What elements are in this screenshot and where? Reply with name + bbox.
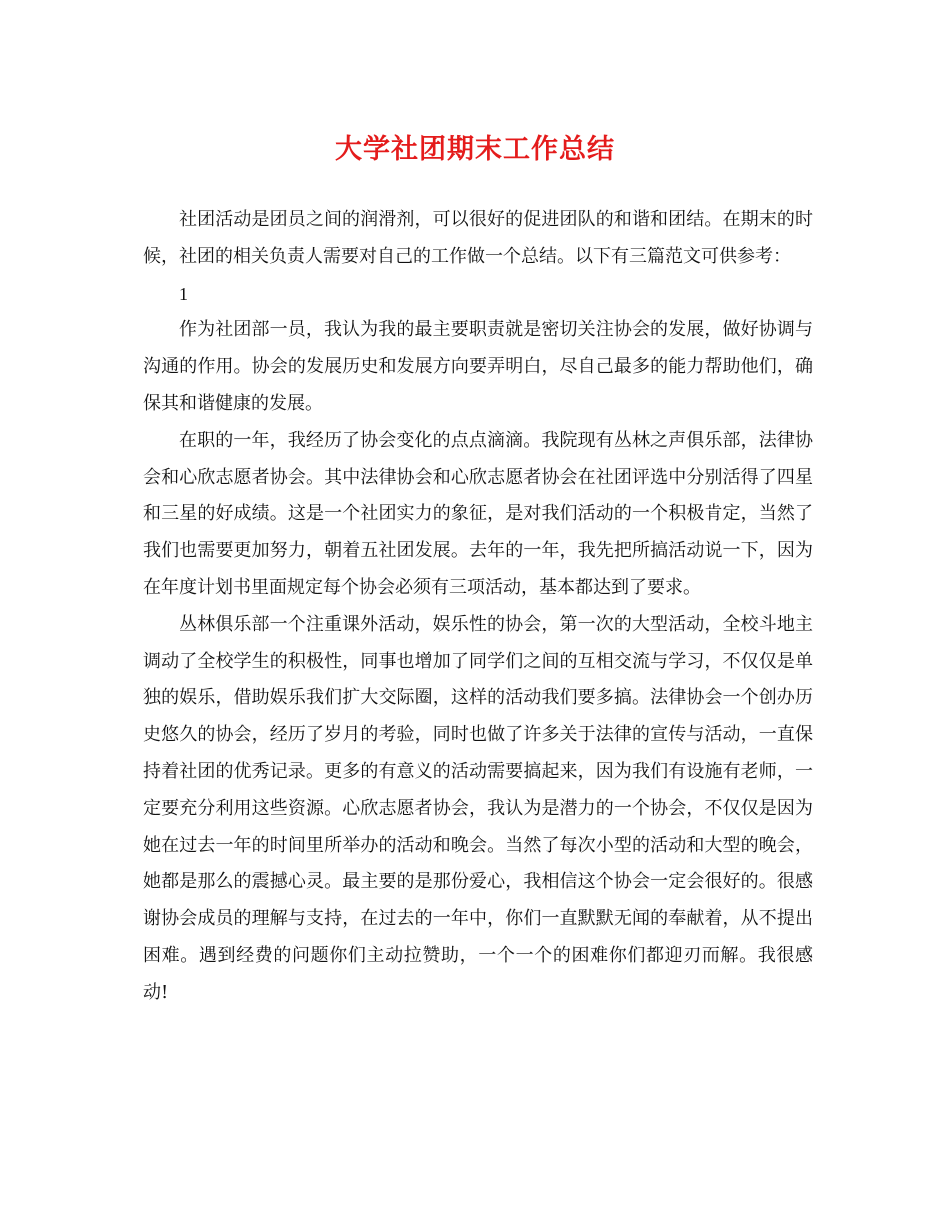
document-body [143, 202, 813, 1012]
section-number: 1 [179, 283, 188, 304]
paragraph-clubs: 丛林俱乐部一个注重课外活动，娱乐性的协会，第一次的大型活动，全校斗地主调动了全校学生的积极性，同事也增加了同学们之间的互相交流与学习，不仅仅是单独的娱乐，借助娱乐我们扩大交际圈，这样的活动我们要多搞。法律协会一个创办历史悠久的协会，经历了岁月的考验，同时也做了许多关于法律的宣传与活动，一直保持着社团的优秀记录。更多的有意义的活动需要搞起来，因为我们有设施有老师，一定要充分利用这些资源。心欣志愿者协会，我认为是潜力的一个协会，不仅仅是因为她在过去一年的时间里所举办的活动和晚会。当然了每次小型的活动和大型的晚会，她都是那么的震撼心灵。最主要的是那份爱心，我相信这个协会一定会很好的。很感谢协会成员的理解与支持，在过去的一年中，你们一直默默无闻的奉献着，从不提出困难。遇到经费的问题你们主动拉赞助，一个一个的困难你们都迎刃而解。我很感动! [143, 613, 813, 1003]
paragraph-year-review: 在职的一年，我经历了协会变化的点点滴滴。我院现有丛林之声俱乐部，法律协会和心欣志愿者协会。其中法律协会和心欣志愿者协会在社团评选中分别活得了四星和三星的好成绩。这是一个社团实力的象征，是对我们活动的一个积极肯定，当然了我们也需要更加努力，朝着五社团发展。去年的一年，我先把所搞活动说一下，因为在年度计划书里面规定每个协会必须有三项活动，基本都达到了要求。 [143, 429, 813, 598]
page-title: 大学社团期末工作总结 [335, 134, 615, 165]
paragraph-intro: 社团活动是团员之间的润滑剂，可以很好的促进团队的和谐和团结。在期末的时候，社团的相关负责人需要对自己的工作做一个总结。以下有三篇范文可供参考： [143, 209, 813, 267]
paragraph-duties: 作为社团部一员，我认为我的最主要职责就是密切关注协会的发展，做好协调与沟通的作用。协会的发展历史和发展方向要弄明白，尽自己最多的能力帮助他们，确保其和谐健康的发展。 [143, 319, 813, 414]
